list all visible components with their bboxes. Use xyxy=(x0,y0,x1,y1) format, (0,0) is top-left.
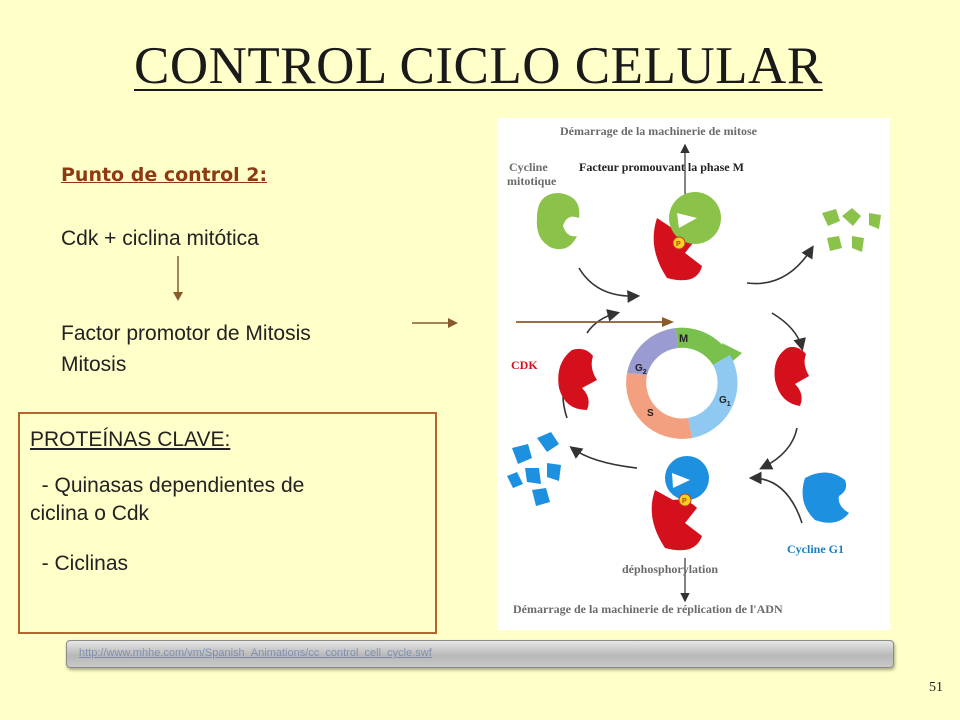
arrow-right-lower xyxy=(762,428,797,468)
cyclin-g1-bottom xyxy=(665,456,709,500)
cyclin-fragment xyxy=(852,236,864,252)
flow-bottom-text: Mitosis xyxy=(61,353,127,376)
cdk-right xyxy=(775,347,810,406)
cdk-left xyxy=(558,349,597,410)
arrow-degradation-top xyxy=(747,248,812,284)
cdk-bottom xyxy=(652,490,702,550)
cyclin-fragment xyxy=(842,208,861,226)
figure-dephos-label: déphosphorylation xyxy=(622,562,719,576)
cyclin-g1-fragment xyxy=(537,432,559,452)
slide-title: CONTROL CICLO CELULAR xyxy=(134,37,823,95)
right-arrow xyxy=(410,315,460,331)
figure-cycline-g1-label: Cycline G1 xyxy=(787,542,844,556)
phase-g1-subscript: 1 xyxy=(726,401,731,408)
page-number: 51 xyxy=(929,680,943,695)
arrow-right-down xyxy=(772,313,802,348)
cyclin-fragment xyxy=(827,236,842,251)
arrow-g1-binding xyxy=(752,478,802,523)
figure-bottom-caption: Démarrage de la machinerie de réplication de l'ADN xyxy=(513,602,783,616)
cyclin-mitotic-free xyxy=(537,193,580,249)
flow-down-arrow xyxy=(170,256,186,302)
phosphate-bottom-label: P xyxy=(682,498,687,505)
cyclin-g1-free xyxy=(803,472,849,522)
cyclin-g1-fragment xyxy=(525,468,541,484)
cyclin-fragment xyxy=(822,209,840,226)
pointer-arrow-to-m xyxy=(516,315,676,329)
key-protein-item-2: - Ciclinas xyxy=(30,552,129,575)
arrow-cyclin-binding-top xyxy=(579,268,637,296)
phase-s-label: S xyxy=(647,408,654,419)
figure-cdk-label: CDK xyxy=(511,358,538,372)
animation-link-bar[interactable] xyxy=(66,640,894,668)
phase-g1-label: G xyxy=(719,395,727,406)
flow-top-text: Cdk + ciclina mitótica xyxy=(61,227,259,250)
key-proteins-box xyxy=(18,412,437,634)
key-proteins-title: PROTEÍNAS CLAVE: xyxy=(30,428,231,451)
phosphate-top-label: P xyxy=(676,241,681,248)
key-protein-item-1-line-2: ciclina o Cdk xyxy=(30,502,150,525)
cyclin-g1-fragment xyxy=(547,463,561,481)
phase-g2-label: G xyxy=(635,363,643,374)
cyclin-g1-fragment xyxy=(507,472,523,488)
cyclin-fragment xyxy=(869,213,881,229)
figure-facteur-label: Facteur promouvant la phase M xyxy=(579,160,744,174)
cyclin-g1-fragment xyxy=(532,488,550,506)
animation-link[interactable]: http://www.mhhe.com/vm/Spanish_Animations/cc_control_cell_cycle.swf xyxy=(79,647,432,659)
phase-m-label: M xyxy=(679,333,689,345)
key-protein-item-1-line-1: - Quinasas dependientes de xyxy=(30,474,305,497)
phase-g2-subscript: 2 xyxy=(642,369,647,376)
flow-middle-text: Factor promotor de Mitosis xyxy=(61,322,311,345)
checkpoint-heading: Punto de control 2: xyxy=(61,164,268,186)
cyclin-g1-fragment xyxy=(512,444,532,464)
cell-cycle-figure xyxy=(497,118,890,630)
figure-cycline-mitotique-line-1: Cycline xyxy=(509,160,548,174)
figure-cycline-mitotique-line-2: mitotique xyxy=(507,174,557,188)
figure-top-caption: Démarrage de la machinerie de mitose xyxy=(560,124,757,138)
arrow-degradation-bottom xyxy=(572,448,637,468)
